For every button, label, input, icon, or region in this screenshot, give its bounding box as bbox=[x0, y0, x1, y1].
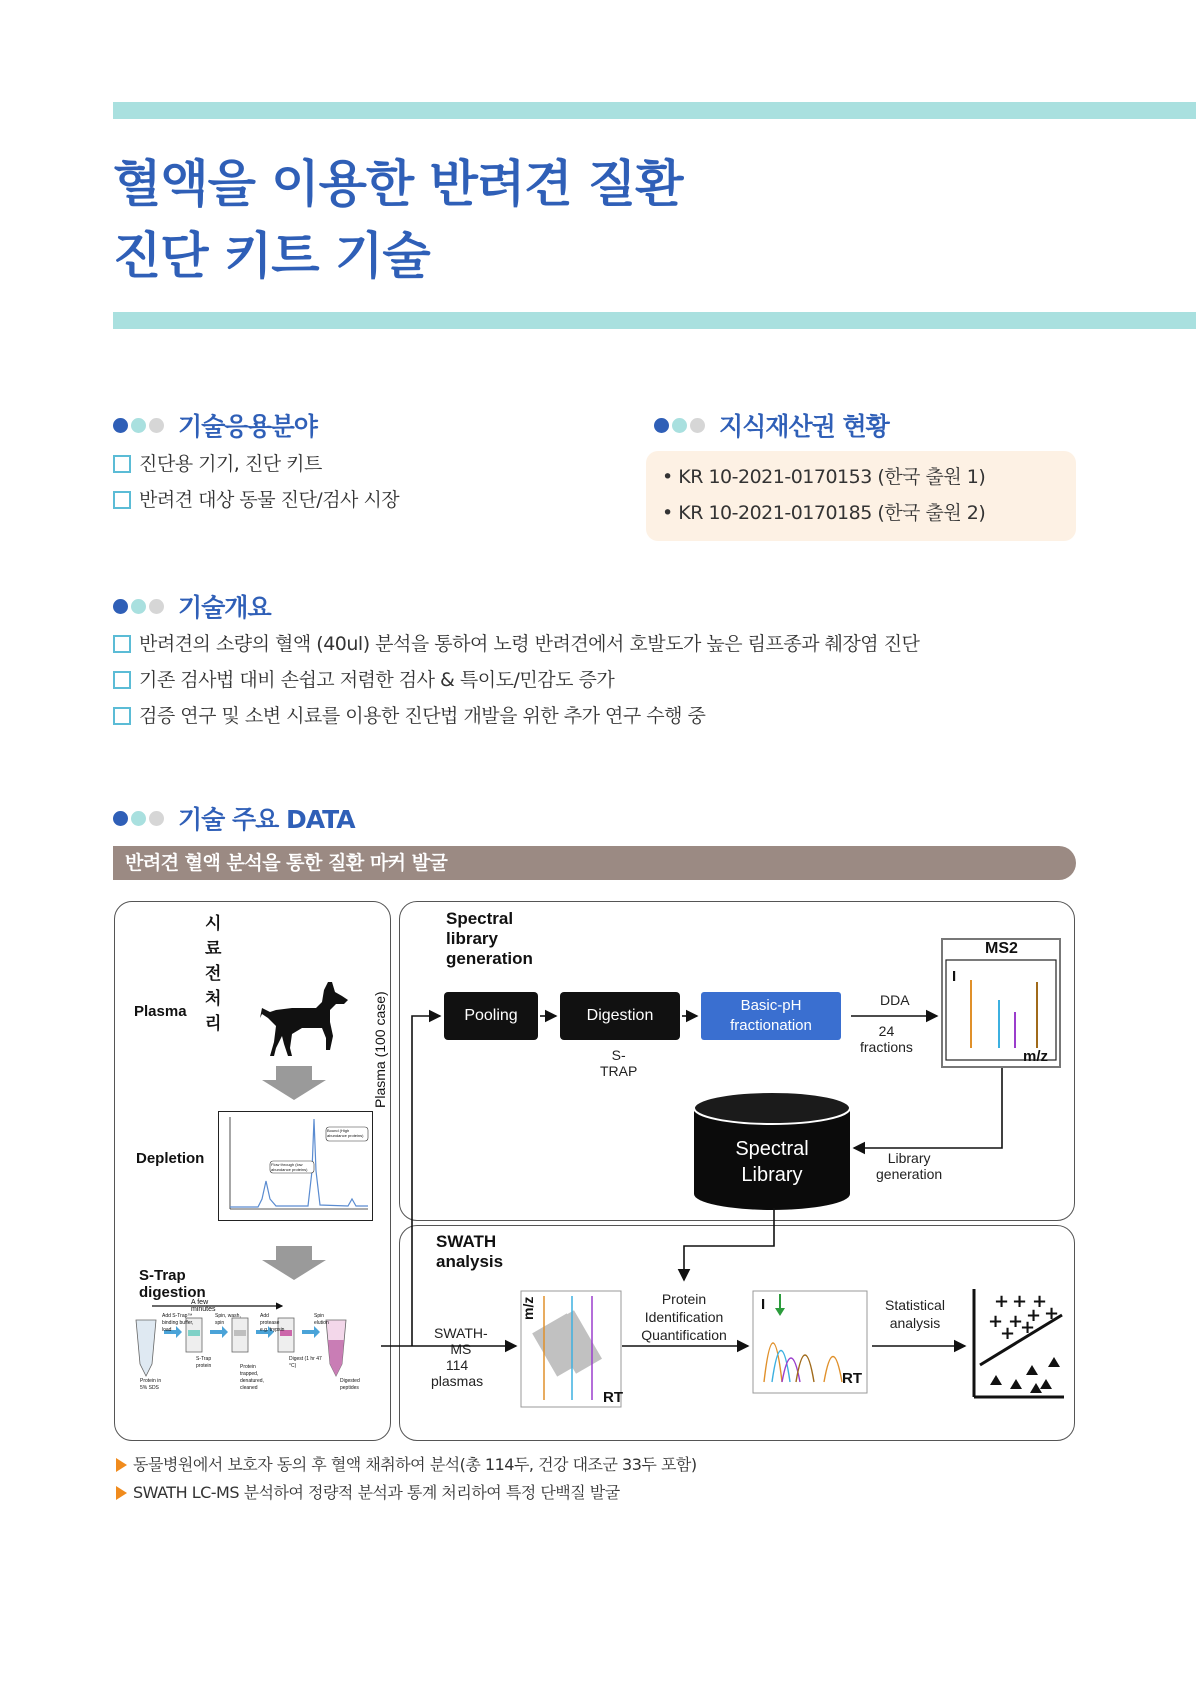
ms2-intensity-label: I bbox=[952, 968, 957, 985]
protein-id-label: Protein Identification Quantification bbox=[641, 1291, 727, 1343]
basic-ph-box: Basic-pH fractionation bbox=[701, 992, 841, 1040]
application-title: 기술응용분야 bbox=[178, 412, 317, 441]
plasmas-label: 114 plasmas bbox=[431, 1357, 484, 1389]
svg-text:+: + bbox=[1008, 1311, 1024, 1332]
svg-text:+: + bbox=[988, 1311, 1004, 1332]
peaks-rt-label: RT bbox=[842, 1370, 862, 1387]
flow-through-label: Flow through (low abundance proteins) bbox=[271, 1162, 308, 1172]
svg-text:+: + bbox=[1000, 1323, 1016, 1344]
add-buffer-label: Add S-Trap™ binding buffer, load bbox=[162, 1313, 194, 1333]
plasma-label: Plasma bbox=[134, 1003, 187, 1020]
spin-wash-label: Spin, wash, spin bbox=[215, 1313, 241, 1326]
strap-step-label: S-TRAP bbox=[600, 1047, 638, 1079]
statistical-label: Statistical analysis bbox=[885, 1297, 945, 1331]
data-banner: 반려견 혈액 분석을 통한 질환 마커 발굴 bbox=[113, 846, 1076, 880]
data-title: 기술 주요 DATA bbox=[178, 805, 355, 834]
digestion-box: Digestion bbox=[560, 992, 680, 1040]
svg-text:+: + bbox=[1026, 1305, 1042, 1326]
dda-label: DDA bbox=[880, 992, 910, 1008]
bound-label: Bound (High abundance proteins) bbox=[327, 1128, 364, 1138]
title-line-2: 진단 키트 기술 bbox=[113, 227, 430, 285]
spectral-library-label: Spectral Library bbox=[735, 1138, 809, 1186]
strap-protein-label: S-Trap protein bbox=[196, 1356, 212, 1369]
list-item: 반려견의 소량의 혈액 (40ul) 분석을 통하여 노령 반려견에서 호발도가 높은 림프종과 췌장염 진단 bbox=[113, 626, 919, 662]
sample-prep-title: 시료 전처리 bbox=[205, 914, 222, 1034]
fractions-label: 24 fractions bbox=[860, 1023, 913, 1055]
protein-trapped-label: Protein trapped, denatured, cleaned bbox=[240, 1364, 264, 1391]
swath-rt-label: RT bbox=[603, 1389, 623, 1406]
digest-label: Digest (1 hr 47 °C) bbox=[289, 1356, 322, 1369]
overview-title: 기술개요 bbox=[178, 593, 271, 622]
spin-elution-label: Spin elution bbox=[314, 1313, 329, 1326]
note-1: 동물병원에서 보호자 동의 후 혈액 채취하여 분석(총 114두, 건강 대조군 33두 포함) bbox=[116, 1451, 697, 1479]
add-protease-label: Add protease e.g. trypsin bbox=[260, 1313, 285, 1333]
list-item: 기존 검사법 대비 손쉽고 저렴한 검사 & 특이도/민감도 증가 bbox=[113, 662, 919, 698]
list-item: 진단용 기기, 진단 키트 bbox=[113, 446, 399, 482]
triangle-bullet-icon bbox=[116, 1458, 127, 1472]
spectral-title: Spectral library generation bbox=[446, 909, 533, 968]
plasma-cases-label: Plasma (100 case) bbox=[372, 991, 388, 1108]
depletion-label: Depletion bbox=[136, 1150, 205, 1167]
list-item: 검증 연구 및 소변 시료를 이용한 진단법 개발을 위한 추가 연구 수행 중 bbox=[113, 698, 919, 734]
library-generation-label: Library generation bbox=[876, 1150, 943, 1182]
pooling-box: Pooling bbox=[444, 992, 538, 1040]
strap-label: S-Trap digestion bbox=[139, 1267, 206, 1301]
ip-title: 지식재산권 현황 bbox=[719, 412, 889, 441]
ms2-label: MS2 bbox=[985, 940, 1018, 957]
swath-ms-label: SWATH-MS bbox=[434, 1325, 488, 1357]
title-line-1: 혈액을 이용한 반려견 질환 bbox=[113, 155, 683, 213]
protein-in-label: Protein in 5% SDS bbox=[140, 1378, 162, 1391]
few-minutes-label: A few minutes bbox=[191, 1299, 216, 1313]
swath-mz-label: m/z bbox=[520, 1296, 536, 1320]
note-2: SWATH LC-MS 분석하여 정량적 분석과 통계 처리하여 특정 단백질 발굴 bbox=[116, 1479, 620, 1507]
triangle-bullet-icon bbox=[116, 1486, 127, 1500]
svg-text:+: + bbox=[1012, 1291, 1028, 1312]
swath-title: SWATH analysis bbox=[436, 1232, 504, 1271]
list-item: • KR 10-2021-0170153 (한국 출원 1) bbox=[662, 466, 986, 488]
svg-text:+: + bbox=[1032, 1291, 1048, 1312]
svg-text:+: + bbox=[994, 1291, 1010, 1312]
digested-peptides-label: Digested peptides bbox=[340, 1378, 360, 1391]
ms2-mz-label: m/z bbox=[1023, 1048, 1049, 1065]
list-item: • KR 10-2021-0170185 (한국 출원 2) bbox=[662, 502, 986, 524]
svg-text:+: + bbox=[1044, 1303, 1060, 1324]
list-item: 반려견 대상 동물 진단/검사 시장 bbox=[113, 482, 399, 518]
svg-text:+: + bbox=[1020, 1317, 1036, 1338]
peaks-intensity-label: I bbox=[761, 1296, 766, 1313]
